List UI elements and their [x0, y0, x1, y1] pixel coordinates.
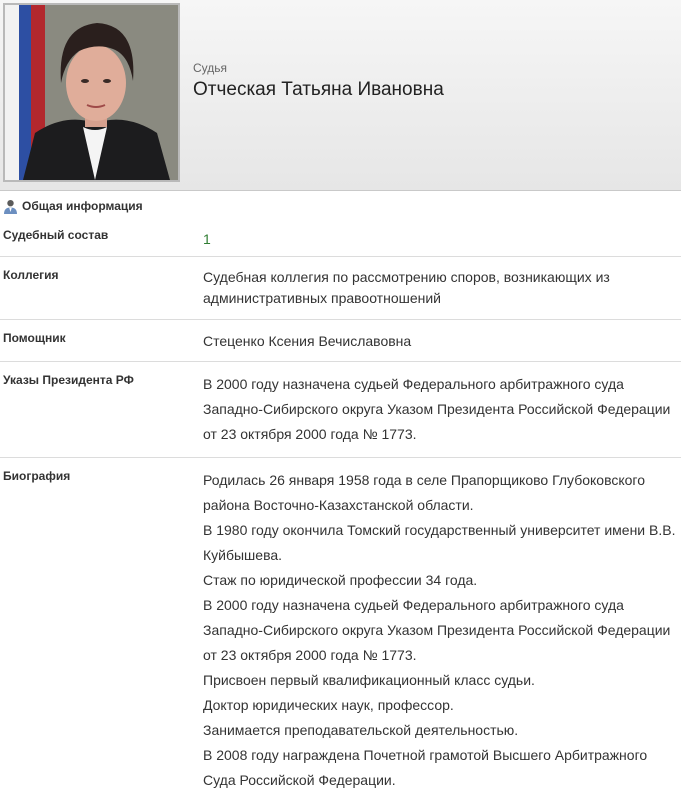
- profile-header: [0, 0, 681, 191]
- bio-line: В 1980 году окончила Томский государственный университет имени В.В. Куйбышева.: [203, 522, 676, 563]
- role-label: Судья: [193, 61, 228, 75]
- row-label: Судебный состав: [3, 228, 109, 242]
- user-icon: [3, 199, 18, 214]
- row-court-panel: [0, 221, 681, 257]
- bio-line: Занимается преподавательской деятельностью.: [203, 722, 519, 738]
- row-label: Биография: [3, 469, 71, 483]
- info-table: [0, 221, 681, 793]
- section-title: Общая информация: [22, 199, 143, 213]
- portrait-image: [5, 5, 178, 180]
- row-value: В 2000 году назначена судьей Федерального арбитражного суда Западно-Сибирского округа Указом Президента Российской Федерации от 23 октября 2000 года № 1773.: [203, 376, 671, 442]
- row-assistant: [0, 320, 681, 362]
- row-label: Указы Президента РФ: [3, 373, 134, 387]
- bio-line: Родилась 26 января 1958 года в селе Прапорщиково Глубоковского района Восточно-Казахстанской области.: [203, 472, 645, 513]
- section-general-info: [0, 191, 681, 221]
- row-presidential-decrees: [0, 362, 681, 458]
- row-value: 1: [203, 231, 211, 247]
- biography-text: [203, 458, 681, 793]
- row-value: Стеценко Ксения Вечиславовна: [203, 333, 412, 349]
- bio-line: Доктор юридических наук, профессор.: [203, 697, 454, 713]
- bio-line: Присвоен первый квалификационный класс судьи.: [203, 672, 535, 688]
- row-biography: [0, 458, 681, 793]
- bio-line: В 2008 году награждена Почетной грамотой Высшего Арбитражного Суда Российской Федерации.: [203, 747, 648, 788]
- bio-line: Стаж по юридической профессии 34 года.: [203, 572, 478, 588]
- row-label: Помощник: [3, 331, 66, 345]
- judge-photo: [3, 3, 180, 182]
- row-label: Коллегия: [3, 268, 59, 282]
- row-value: Судебная коллегия по рассмотрению споров, возникающих из административных правоотношений: [203, 269, 610, 306]
- bio-line: В 2000 году назначена судьей Федерального арбитражного суда Западно-Сибирского округа Указом Президента Российской Федерации от 23 октября 2000 года № 1773.: [203, 597, 671, 663]
- row-collegium: [0, 257, 681, 320]
- judge-name: Отческая Татьяна Ивановна: [193, 79, 444, 100]
